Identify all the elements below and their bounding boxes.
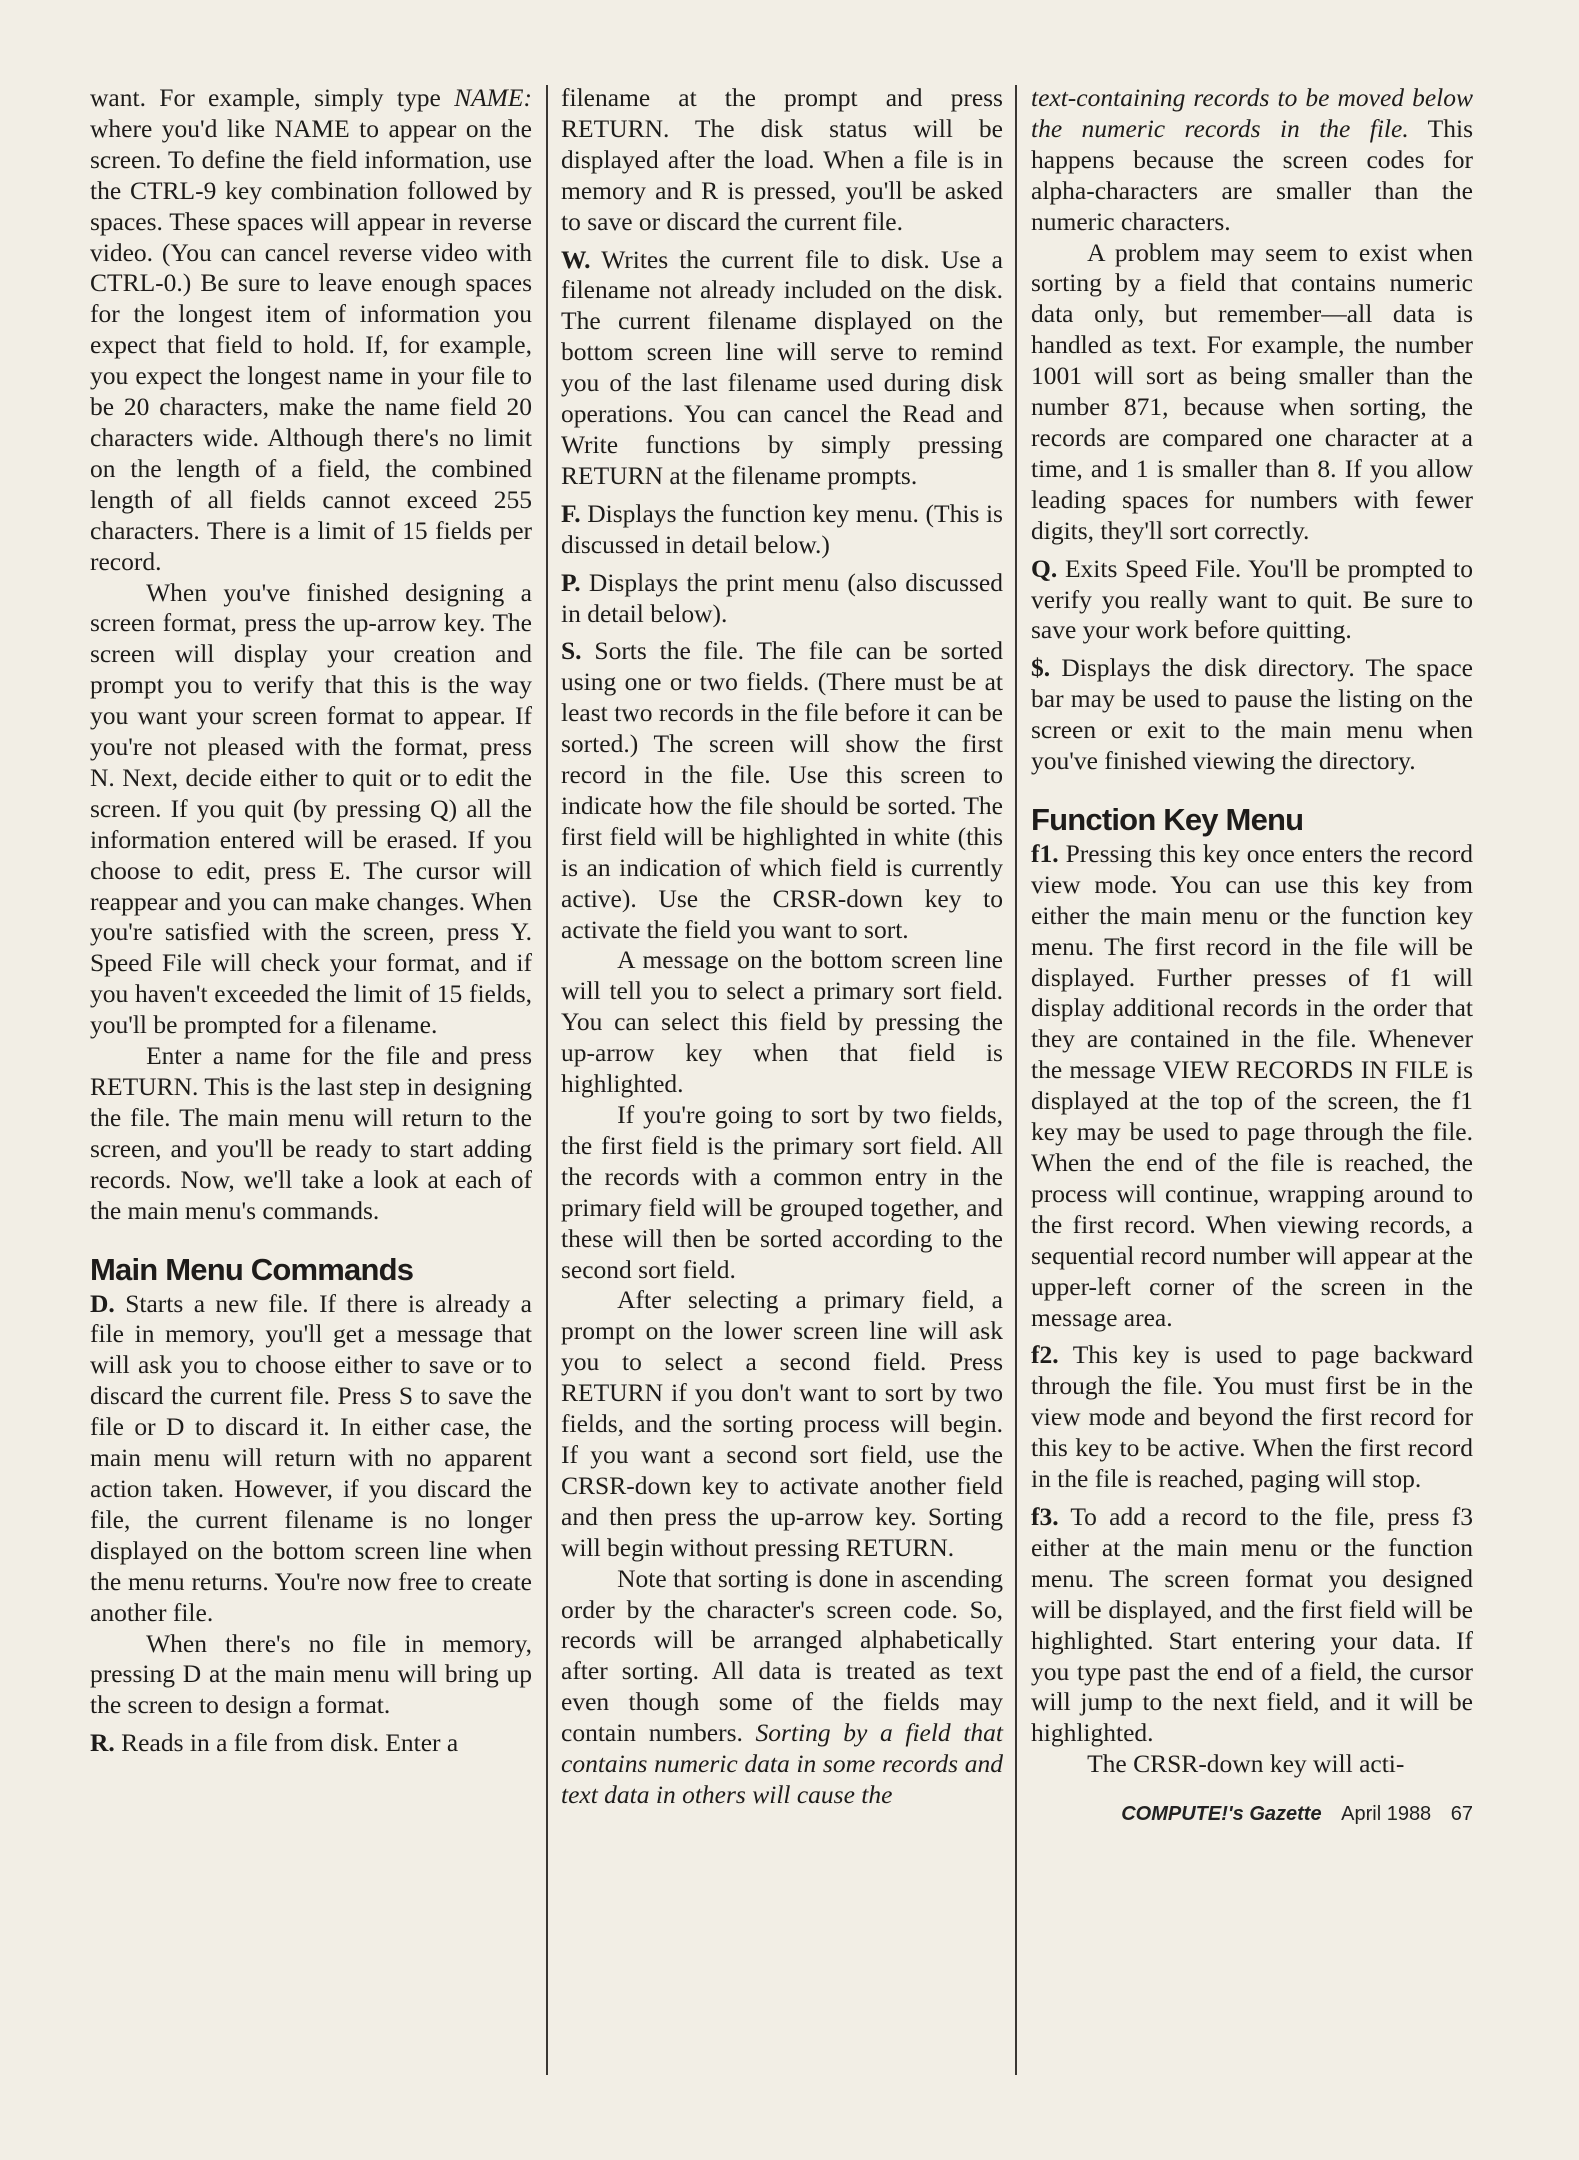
paragraph xyxy=(90,1629,532,1722)
paragraph xyxy=(90,1041,532,1226)
paragraph xyxy=(561,1100,1003,1285)
text-segment: Enter a name for the file and press RETURN. This is the last step in designing the file. The main menu will return to the screen, and you'll be ready to start adding records. Now, we'll take a look at each of the main menu's commands. xyxy=(90,1041,532,1225)
text-segment: This key is used to page backward through the file. You must first be in the view mode and beyond the first record for this key to be active. When the first record in the file is reached, paging will stop. xyxy=(1031,1340,1473,1494)
command-key: Q. xyxy=(1031,553,1058,583)
command-key: W. xyxy=(561,244,591,274)
text-segment: A problem may seem to exist when sorting by a field that contains numeric data only, but remember—all data is handled as text. For example, the number 1001 will sort as being smaller than the number 871, because when sorting, the records are compared one character at a time, and 1 is smaller than 8. If you allow leading spaces for numbers with fewer digits, they'll sort correctly. xyxy=(1031,237,1473,545)
issue-date: April 1988 xyxy=(1341,1803,1432,1826)
command-key: f1. xyxy=(1031,838,1059,868)
paragraph xyxy=(1031,653,1473,777)
text-segment: filename at the prompt and press RETURN. The disk status will be displayed after the load. When a file is in memory and R is pressed, you'll be asked to save or discard the current file. xyxy=(561,83,1003,236)
emphasis-text: NAME: xyxy=(454,83,532,112)
text-segment: The CRSR-down key will acti- xyxy=(1087,1749,1405,1779)
text-segment: Displays the function key menu. (This is discussed in detail below.) xyxy=(561,498,1003,559)
text-segment: Reads in a file from disk. Enter a xyxy=(114,1728,459,1758)
text-segment: Starts a new file. If there is already a file in memory, you'll get a message that will ask you to choose either to save or to discard the current file. Press S to save the file or D to discard it. In either case, the main menu will return with no apparent action taken. However, if you discard the file, the current filename is no longer displayed on the bottom screen line when the menu returns. You're now free to create another file. xyxy=(90,1288,532,1627)
text-segment: A message on the bottom screen line will tell you to select a primary sort field. You can select this field by pressing the up-arrow key when that field is highlighted. xyxy=(561,945,1003,1099)
command-key: R. xyxy=(90,1728,115,1758)
paragraph xyxy=(90,1728,532,1759)
paragraph xyxy=(561,568,1003,630)
command-key: F. xyxy=(561,498,581,528)
section-heading: Main Menu Commands xyxy=(90,1251,414,1287)
page-number: 67 xyxy=(1450,1803,1473,1826)
paragraph xyxy=(561,83,1003,238)
text-segment: Sorts the file. The file can be sorted using one or two fields. (There must be at least two records in the file before it can be sorted.) The screen will show the first record in the file. Use this screen to indicate how the file should be sorted. The first field will be highlighted in white (this is an indication of which field is currently active). Use the CRSR-down key to activate the field you want to sort. xyxy=(561,636,1003,944)
command-key: f2. xyxy=(1031,1340,1059,1370)
emphasis-text: Sorting by a field that contains numeric data in some records and text data in others will cause the xyxy=(561,1718,1003,1809)
text-segment: This happens because the screen codes for alpha-characters are smaller than the numeric characters. xyxy=(1031,113,1474,236)
paragraph xyxy=(1031,238,1473,547)
paragraph xyxy=(561,245,1003,492)
text-segment: Exits Speed File. You'll be prompted to verify you really want to quit. Be sure to save your work before quitting. xyxy=(1031,553,1473,645)
command-key: f3. xyxy=(1031,1501,1059,1531)
paragraph xyxy=(561,1285,1003,1563)
emphasis-text: text-containing records to be moved below the numeric records in the file. xyxy=(1031,83,1473,143)
paragraph xyxy=(561,499,1003,561)
text-segment: Displays the print menu (also discussed in detail below). xyxy=(561,567,1003,628)
text-segment: Note that sorting is done in ascending order by the character's screen code. So, records will be arranged alphabetically after sorting. All data is treated as text even though some of the fields may contain numbers. xyxy=(561,1563,1003,1748)
column-divider xyxy=(546,85,548,2075)
paragraph xyxy=(1031,1340,1473,1495)
paragraph xyxy=(1031,1749,1473,1780)
text-segment: After selecting a primary field, a prompt on the lower screen line will ask you to select a second field. Press RETURN if you don't want to sort by two fields, and the sorting process will begin. If you want a second sort field, use the CRSR-down key to activate another field and then press the up-arrow key. Sorting will begin without pressing RETURN. xyxy=(561,1285,1003,1562)
page-footer xyxy=(1031,1802,1473,1826)
text-segment: If you're going to sort by two fields, the first field is the primary sort field. All the records with a common entry in the primary field will be grouped together, and these will then be sorted according to the second sort field. xyxy=(561,1100,1003,1284)
text-segment: want. For example, simply type xyxy=(90,83,455,112)
paragraph xyxy=(90,1289,532,1629)
paragraph xyxy=(1031,1502,1473,1749)
paragraph xyxy=(561,1564,1003,1811)
paragraph xyxy=(90,578,532,1042)
publication-name: COMPUTE!'s Gazette xyxy=(1121,1803,1322,1826)
paragraph xyxy=(1031,554,1473,647)
command-key: D. xyxy=(90,1288,115,1318)
column-3 xyxy=(1031,83,1473,1826)
command-key: $. xyxy=(1031,653,1051,683)
command-key: P. xyxy=(561,567,581,597)
section-heading: Function Key Menu xyxy=(1031,801,1304,837)
column-2 xyxy=(561,83,1003,1811)
text-segment: Pressing this key once enters the record view mode. You can use this key from either the main menu or the function key menu. The first record in the file will be displayed. Further presses of f1 will display additional records in the order that they are contained in the file. Whenever the message VIEW RECORDS IN FILE is displayed at the top of the screen, the f1 key may be used to page through the file. When the end of the file is reached, the process will continue, wrapping around to the first record. When viewing records, a sequential record number will appear at the upper-left corner of the screen in the message area. xyxy=(1031,838,1473,1332)
text-segment: When there's no file in memory, pressing D at the main menu will bring up the screen to design a format. xyxy=(90,1628,532,1720)
text-segment: When you've finished designing a screen format, press the up-arrow key. The screen will display your creation and prompt you to verify that this is the way you want your screen format to appear. If you're not pleased with the format, press N. Next, decide either to quit or to edit the screen. If you quit (by pressing Q) all the information entered will be erased. If you choose to edit, press E. The cursor will reappear and you can make changes. When you're satisfied with the screen, press Y. Speed File will check your format, and if you haven't exceeded the limit of 15 fields, you'll be prompted for a filename. xyxy=(90,577,532,1040)
paragraph xyxy=(90,83,532,578)
column-1 xyxy=(90,83,532,1759)
paragraph xyxy=(561,636,1003,945)
paragraph xyxy=(1031,839,1473,1334)
text-segment: To add a record to the file, press f3 either at the main menu or the function menu. The screen format you designed will be displayed, and the first field will be highlighted. Start entering your data. If you type past the end of a field, the cursor will jump to the next field, and it will be highlighted. xyxy=(1031,1501,1473,1748)
text-segment: Displays the disk directory. The space bar may be used to pause the listing on the screen or exit to the main menu when you've finished viewing the directory. xyxy=(1031,653,1473,776)
paragraph xyxy=(1031,83,1473,238)
command-key: S. xyxy=(561,636,582,666)
text-segment: where you'd like NAME to appear on the screen. To define the field information, use the CTRL-9 key combination followed by spaces. These spaces will appear in reverse video. (You can cancel reverse video with CTRL-0.) Be sure to leave enough spaces for the longest item of information you expect that field to hold. If, for example, you expect the longest name in your file to be 20 characters, make the name field 20 characters wide. Although there's no limit on the length of a field, the combined length of all fields cannot exceed 255 characters. There is a limit of 15 fields per record. xyxy=(90,113,532,576)
column-3-body xyxy=(1031,83,1473,1780)
text-segment: Writes the current file to disk. Use a filename not already included on the disk. The current filename displayed on the bottom screen line will serve to remind you of the last filename used during disk operations. You can cancel the Read and Write functions by simply pressing RETURN at the filename prompts. xyxy=(561,244,1003,490)
paragraph xyxy=(561,945,1003,1100)
column-divider xyxy=(1015,85,1017,2075)
